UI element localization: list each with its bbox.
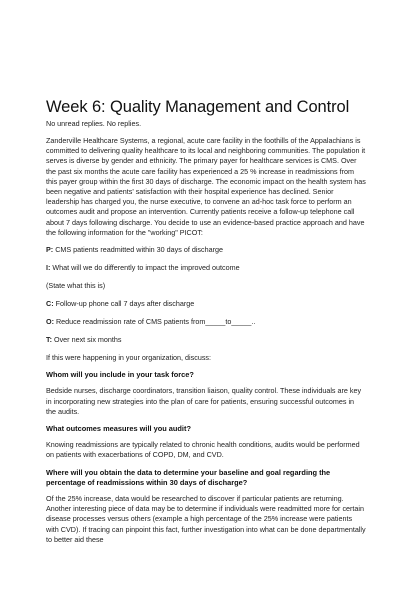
answer-2: Knowing readmissions are typically related to chronic health conditions, audits would be performed on patients with exacerbations of COPD, DM, and CVD. (46, 440, 360, 460)
picot-c-label: C: (46, 299, 54, 309)
picot-p (46, 245, 366, 255)
picot-p-label: P: (46, 245, 54, 255)
answer-3: Of the 25% increase, data would be researched to discover if particular patients are returning. Another interesting piece of data may be to determine if individuals were readmitted more for certain disease processes versus others (example a high percentage of the 25% increase were patients with CVD). If tracing can pinpoint this fact, further investigation into what can be done departmentally to better aid these (46, 494, 366, 544)
picot-o-text: Reduce readmission rate of CMS patients from_____to_____.. (55, 317, 256, 327)
document-page (46, 98, 366, 552)
replies-status: No unread replies. No replies. (46, 119, 142, 128)
answer-1: Bedside nurses, discharge coordinators, transition liaison, quality control. These individuals are key in incorporating new strategies into the plan of care for patients, ensuring successful outcomes in the audits. (46, 386, 362, 416)
discuss-prompt: If this were happening in your organization, discuss: (46, 353, 212, 363)
picot-t (46, 335, 366, 345)
question-1: Whom will you include in your task force? (46, 370, 194, 380)
picot-o (46, 317, 366, 327)
picot-t-label: T: (46, 335, 52, 345)
picot-i-text: What will we do differently to impact the improved outcome (52, 263, 240, 273)
intro-paragraph: Zanderville Healthcare Systems, a regional, acute care facility in the foothills of the Appalachians is committed to delivering quality healthcare to its local and neighboring communities. The population it serves is diverse by gender and ethnicity. The primary payer for healthcare services is CMS. Over the past six months the acute care facility has experienced a 25 % increase in readmissions from this payer group within the first 30 days of discharge. The economic impact on the health system has been negative and patients' satisfaction with their hospital experience has declined. Senior leadership has charged you, the nurse executive, to convene an ad-hoc task force to perform an outcomes audit and propose an intervention. Currently patients receive a follow-up telephone call about 7 days following discharge. You decide to use an evidence-based practice approach and have the following information for the "working" PICOT: (46, 136, 366, 237)
picot-o-label: O: (46, 317, 54, 327)
picot-i (46, 263, 366, 273)
page-title: Week 6: Quality Management and Control (46, 98, 350, 116)
picot-c-text: Follow-up phone call 7 days after discharge (55, 299, 195, 309)
picot-c (46, 299, 366, 309)
question-3: Where will you obtain the data to determine your baseline and goal regarding the percentage of readmissions within 30 days of discharge? (46, 467, 331, 487)
question-2: What outcomes measures will you audit? (46, 424, 191, 434)
picot-i-note: (State what this is) (46, 281, 106, 291)
picot-i-label: I: (46, 263, 51, 273)
picot-p-text: CMS patients readmitted within 30 days of discharge (55, 245, 223, 255)
picot-t-text: Over next six months (54, 335, 122, 345)
